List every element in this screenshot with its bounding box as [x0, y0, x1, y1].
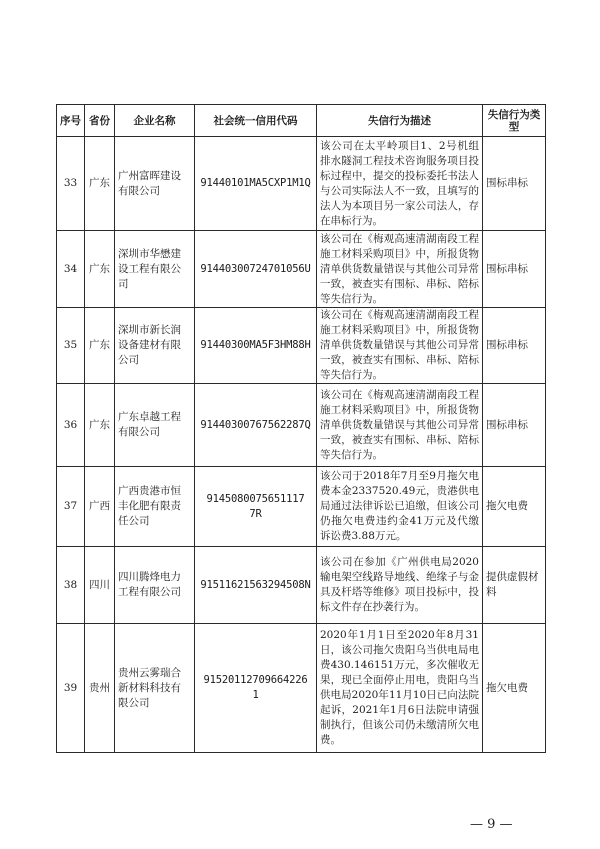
header-company: 企业名称	[115, 105, 195, 137]
row-description: 该公司在太平岭项目1、2号机组排水隧洞工程技术咨询服务项目投标过程中，提交的投标委托书法人与公司实际法人不一致，且填写的法人为本项目另一家公司法人，存在串标行为。	[317, 137, 483, 231]
row-company: 广州富晖建设有限公司	[115, 137, 195, 231]
row-no: 38	[57, 547, 85, 624]
row-province: 广东	[85, 137, 115, 231]
row-province: 贵州	[85, 624, 115, 753]
row-description: 该公司在《梅观高速清湖南段工程施工材料采购项目》中，所报货物清单供货数量错误与其他公司异常一致，被查实有围标、串标、陪标等失信行为。	[317, 231, 483, 308]
row-credit-code: 91520112709664226 1	[195, 624, 317, 753]
row-credit-code: 91511621563294508N	[195, 547, 317, 624]
table-row	[57, 624, 546, 753]
table-row	[57, 137, 546, 231]
row-description: 该公司在《梅观高速清湖南段工程施工材料采购项目》中，所报货物清单供货数量错误与其他公司异常一致，被查实有围标、串标、陪标等失信行为。	[317, 308, 483, 384]
row-type: 围标串标	[483, 384, 546, 467]
page-number: — 9 —	[470, 817, 513, 832]
row-company: 广东卓越工程有限公司	[115, 384, 195, 467]
row-credit-code: 91440300724701056U	[195, 231, 317, 308]
row-credit-code: 91440101MA5CXP1M1Q	[195, 137, 317, 231]
row-province: 广西	[85, 467, 115, 547]
row-credit-code: 91440300MA5F3HM88H	[195, 308, 317, 384]
dishonest-conduct-table	[56, 104, 546, 753]
row-no: 33	[57, 137, 85, 231]
header-credit-code: 社会统一信用代码	[195, 105, 317, 137]
row-type: 围标串标	[483, 231, 546, 308]
row-description: 该公司在《梅观高速清湖南段工程施工材料采购项目》中，所报货物清单供货数量错误与其他公司异常一致，被查实有围标、串标、陪标等失信行为。	[317, 384, 483, 467]
row-company: 深圳市新长润设备建材有限公司	[115, 308, 195, 384]
row-type: 拖欠电费	[483, 624, 546, 753]
row-no: 34	[57, 231, 85, 308]
row-credit-code: 9145080075651117 7R	[195, 467, 317, 547]
row-no: 39	[57, 624, 85, 753]
header-no: 序号	[57, 105, 85, 137]
row-credit-code: 91440300767562287Q	[195, 384, 317, 467]
row-company: 广西贵港市恒丰化肥有限责任公司	[115, 467, 195, 547]
header-type: 失信行为类型	[483, 105, 546, 137]
row-no: 37	[57, 467, 85, 547]
table-row	[57, 384, 546, 467]
row-company: 贵州云雾瑞合新材料科技有限公司	[115, 624, 195, 753]
row-province: 广东	[85, 308, 115, 384]
table-row	[57, 467, 546, 547]
row-company: 四川腾烽电力工程有限公司	[115, 547, 195, 624]
row-province: 广东	[85, 384, 115, 467]
row-type: 拖欠电费	[483, 467, 546, 547]
header-description: 失信行为描述	[317, 105, 483, 137]
row-description: 该公司在参加《广州供电局2020输电架空线路导地线、绝缘子与金具及杆塔等维修》项目投标中，投标文件存在抄袭行为。	[317, 547, 483, 624]
row-type: 围标串标	[483, 137, 546, 231]
table-row	[57, 231, 546, 308]
table-row	[57, 308, 546, 384]
row-no: 36	[57, 384, 85, 467]
row-company: 深圳市华懋建设工程有限公司	[115, 231, 195, 308]
row-description: 2020年1月1日至2020年8月31日，该公司拖欠贵阳乌当供电局电费430.146151万元，多次催收无果，现已全面停止用电，贵阳乌当供电局2020年11月10日已向法院起诉，2021年1月6日法院申请强制执行，但该公司仍未缴清所欠电费。	[317, 624, 483, 753]
header-province: 省份	[85, 105, 115, 137]
row-province: 四川	[85, 547, 115, 624]
row-no: 35	[57, 308, 85, 384]
row-type: 围标串标	[483, 308, 546, 384]
table-row	[57, 547, 546, 624]
row-type: 提供虚假材料	[483, 547, 546, 624]
table-header-row	[57, 105, 546, 137]
row-province: 广东	[85, 231, 115, 308]
row-description: 该公司于2018年7月至9月拖欠电费本金2337520.49元，贵港供电局通过法律诉讼已追缴，但该公司仍拖欠电费违约金41万元及代缴诉讼费3.88万元。	[317, 467, 483, 547]
